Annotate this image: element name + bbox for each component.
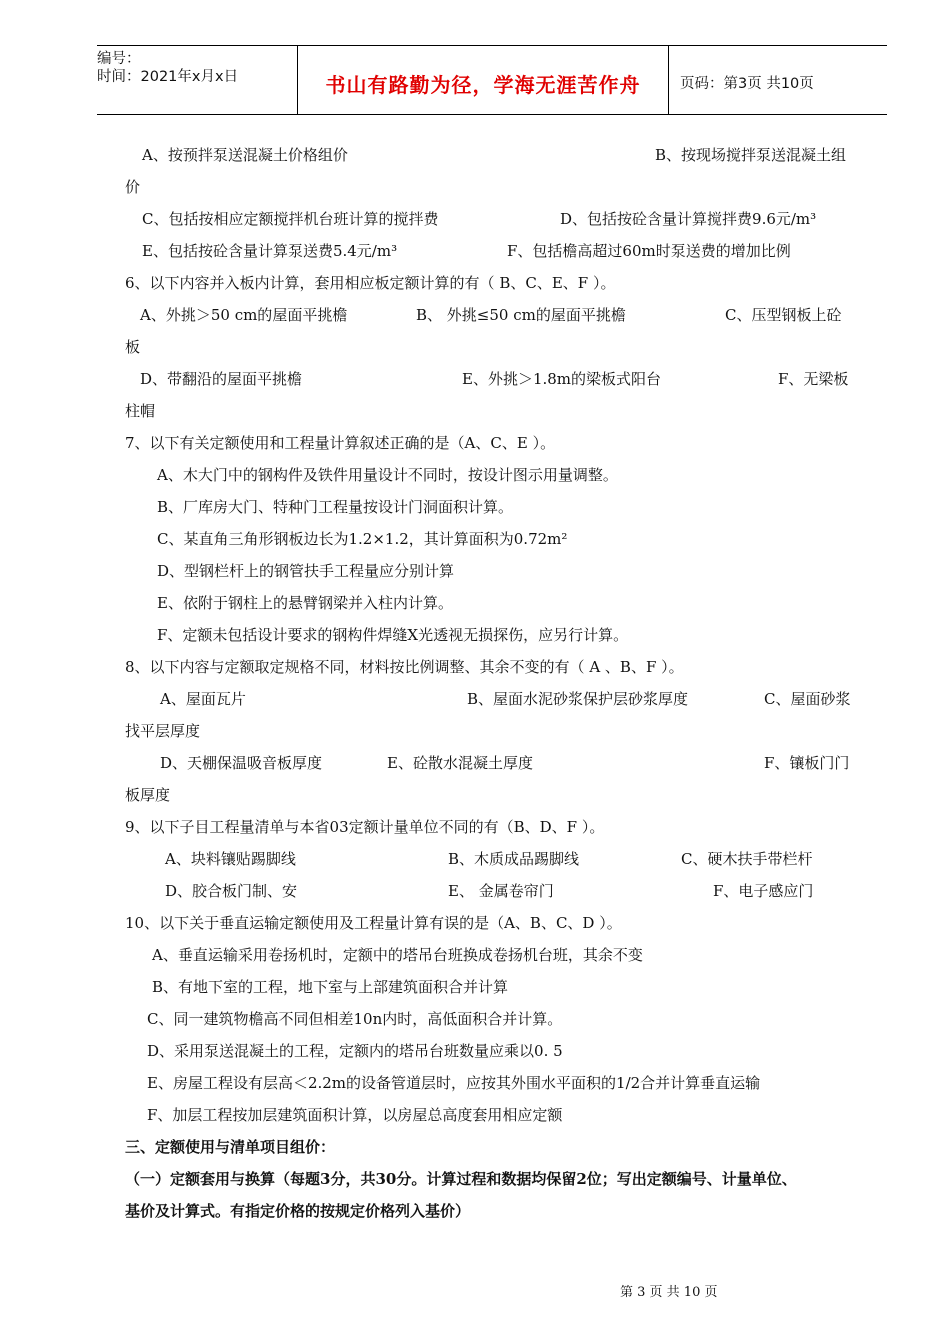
text-line: F、无梁板	[778, 370, 849, 388]
header-motto-cell	[297, 46, 669, 114]
text-line: D、采用泵送混凝土的工程，定额内的塔吊台班数量应乘以0. 5	[147, 1042, 563, 1060]
text-line: F、定额未包括设计要求的钢构件焊缝X光透视无损探伤，应另行计算。	[157, 626, 629, 644]
text-line: B、木质成品踢脚线	[448, 850, 580, 868]
text-line: 价	[125, 178, 141, 196]
section-title: 三、定额使用与清单项目组价：	[125, 1138, 336, 1156]
text-line: 6、以下内容并入板内计算，套用相应板定额计算的有（ B、C、E、F ）。	[125, 274, 616, 292]
text-line: B、厂库房大门、特种门工程量按设计门洞面积计算。	[157, 498, 514, 516]
text-line: B、 外挑≤50 cm的屋面平挑檐	[416, 306, 626, 324]
text-line: 板厚度	[125, 786, 171, 804]
page-header	[97, 45, 887, 115]
text-line: 9、以下子目工程量清单与本省03定额计量单位不同的有（B、D、F ）。	[125, 818, 605, 836]
page-label: 页码：第3页 共10页	[680, 76, 814, 92]
text-line: A、外挑＞50 cm的屋面平挑檐	[140, 306, 348, 324]
text-line: 找平层厚度	[125, 722, 201, 740]
text-line: B、有地下室的工程，地下室与上部建筑面积合并计算	[152, 978, 509, 996]
text-line: D、胶合板门制、安	[165, 882, 298, 900]
text-line: F、镶板门门	[764, 754, 850, 772]
text-line: E、外挑＞1.8m的梁板式阳台	[462, 370, 662, 388]
text-line: D、天棚保温吸音板厚度	[160, 754, 323, 772]
text-line: B、屋面水泥砂浆保护层砂浆厚度	[467, 690, 689, 708]
subsection-title-line-1: （一）定额套用与换算（每题3分，共30分。计算过程和数据均保留2位；写出定额编号、计量单位、	[125, 1170, 797, 1188]
text-line: C、包括按相应定额搅拌机台班计算的搅拌费	[142, 210, 439, 228]
text-line: 8、以下内容与定额取定规格不同，材料按比例调整、其余不变的有（ A 、B、F ）。	[125, 658, 684, 676]
text-line: 柱帽	[125, 402, 156, 420]
text-line: E、依附于钢柱上的悬臂钢梁并入柱内计算。	[157, 594, 453, 612]
text-line: C、硬木扶手带栏杆	[681, 850, 813, 868]
text-line: D、型钢栏杆上的钢管扶手工程量应分别计算	[157, 562, 455, 580]
subsection-title-line-2: 基价及计算式。有指定价格的按规定价格列入基价）	[125, 1202, 471, 1220]
text-line: D、带翻沿的屋面平挑檐	[140, 370, 303, 388]
text-line: A、垂直运输采用卷扬机时，定额中的塔吊台班换成卷扬机台班，其余不变	[152, 946, 643, 964]
text-line: 10、以下关于垂直运输定额使用及工程量计算有误的是（A、B、C、D ）。	[125, 914, 622, 932]
time-label: 时间：2021年x月x日	[97, 69, 239, 85]
motto: 书山有路勤为径，学海无涯苦作舟	[325, 73, 641, 97]
text-line: C、压型钢板上砼	[725, 306, 842, 324]
header-page-cell	[668, 46, 887, 114]
text-line: 7、以下有关定额使用和工程量计算叙述正确的是（A、C、E ）。	[125, 434, 556, 452]
text-line: E、房屋工程设有层高＜2.2m的设备管道层时，应按其外围水平面积的1/2合并计算垂直运输	[147, 1074, 761, 1092]
text-line: D、包括按砼含量计算搅拌费9.6元/m³	[560, 210, 817, 228]
text-line: F、包括檐高超过60m时泵送费的增加比例	[507, 242, 791, 260]
text-line: A、块料镶贴踢脚线	[165, 850, 296, 868]
text-line: E、砼散水混凝土厚度	[387, 754, 533, 772]
text-line: 板	[125, 338, 141, 356]
header-info	[97, 46, 297, 118]
text-line: F、电子感应门	[713, 882, 814, 900]
page-footer: 第 3 页 共 10 页	[620, 1285, 718, 1300]
text-line: E、包括按砼含量计算泵送费5.4元/m³	[142, 242, 398, 260]
text-line: C、某直角三角形钢板边长为1.2×1.2，其计算面积为0.72m²	[157, 530, 568, 548]
text-line: A、木大门中的钢构件及铁件用量设计不同时，按设计图示用量调整。	[157, 466, 618, 484]
text-line: C、同一建筑物檐高不同但相差10n内时，高低面积合并计算。	[147, 1010, 563, 1028]
text-line: A、屋面瓦片	[160, 690, 246, 708]
text-line: E、 金属卷帘门	[448, 882, 554, 900]
text-line: B、按现场搅拌泵送混凝土组	[655, 146, 847, 164]
text-line: C、屋面砂浆	[764, 690, 851, 708]
text-line: A、按预拌泵送混凝土价格组价	[142, 146, 348, 164]
text-line: F、加层工程按加层建筑面积计算，以房屋总高度套用相应定额	[147, 1106, 563, 1124]
number-label: 编号：	[97, 51, 141, 67]
